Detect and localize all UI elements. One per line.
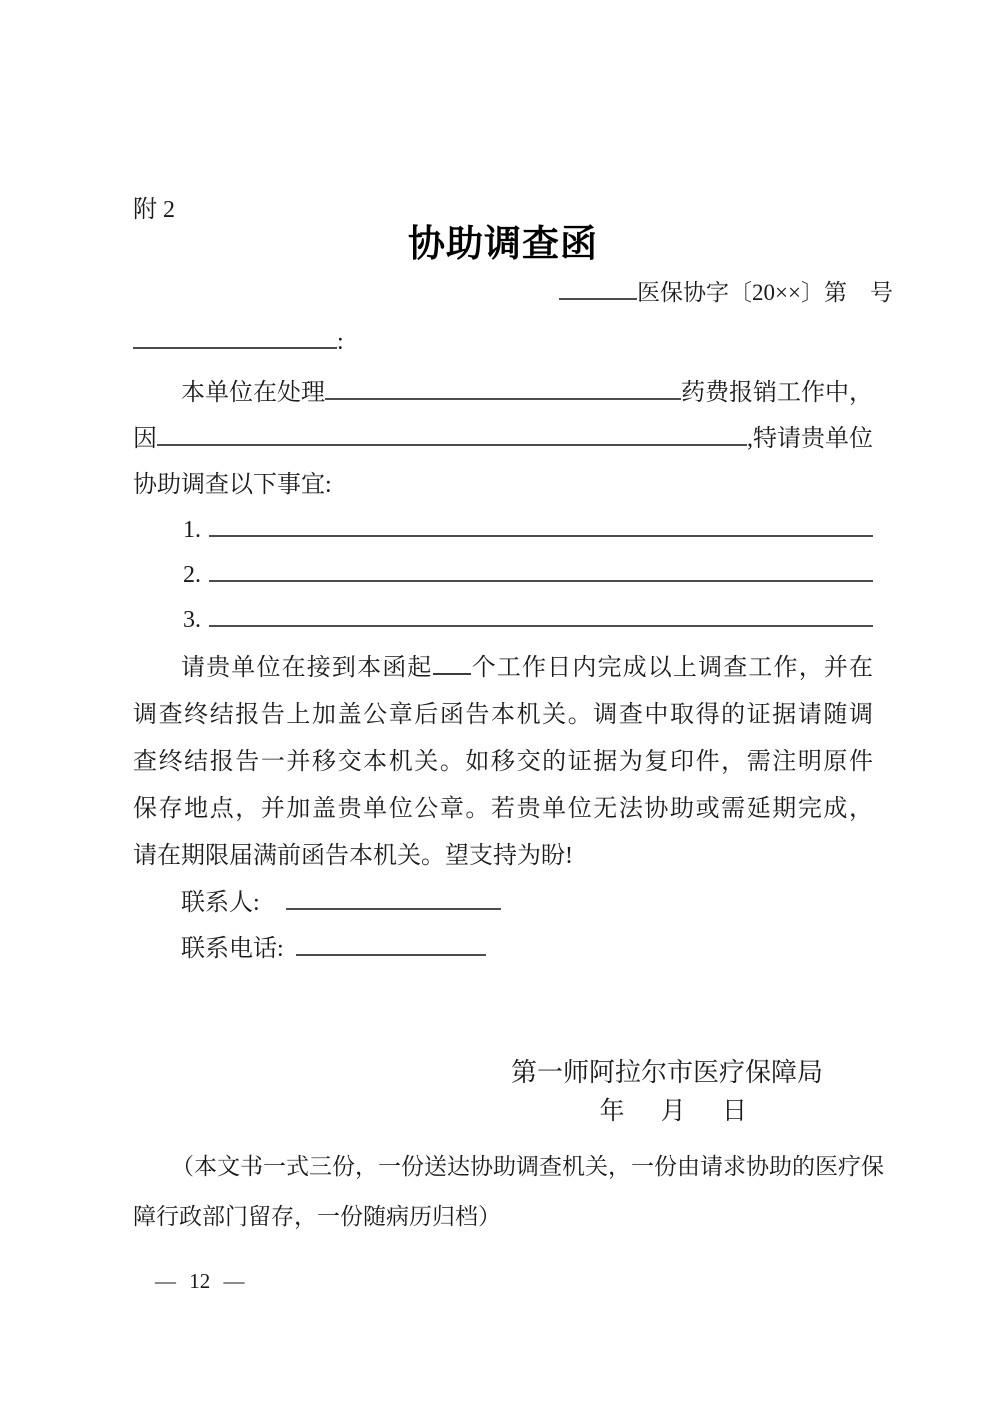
contact-phone-blank: [296, 929, 486, 956]
body-paragraph: [133, 645, 873, 880]
note-line: （本文书一式三份，一份送达协助调查机关，一份由请求协助的医疗保: [171, 1154, 884, 1180]
page-number: — 12 —: [155, 1269, 245, 1294]
attachment-label: 附 2: [133, 197, 175, 223]
list-item: [133, 553, 873, 598]
signature-date: 年 月 日: [599, 1098, 747, 1126]
copies-note: [133, 1142, 884, 1242]
case-name-blank: [325, 372, 681, 400]
intro-line2-lead: 因: [133, 426, 157, 453]
signature-org: 第一师阿拉尔市医疗保障局: [510, 1058, 823, 1088]
investigation-items-list: [133, 508, 873, 643]
salutation-colon: :: [337, 329, 344, 356]
list-item-blank: [209, 554, 873, 582]
intro-line2-tail: ,特请贵单位: [747, 426, 873, 453]
contact-person-label: 联系人:: [181, 890, 260, 917]
contact-person-line: [133, 880, 873, 926]
list-item-number: 1.: [183, 517, 201, 544]
body-line: 请在期限届满前函告本机关。望支持为盼!: [133, 843, 573, 870]
list-item-number: 3.: [183, 607, 201, 634]
doc-number-blank: [559, 274, 637, 300]
intro-line-2: [133, 416, 873, 462]
body-line: [133, 645, 873, 692]
body-line1-seg2: 个工作日内完成以上调查工作，并在: [470, 655, 874, 682]
body-line: 查终结报告一并移交本机关。如移交的证据为复印件，需注明原件: [133, 749, 873, 776]
list-item: [133, 508, 873, 553]
intro-line-3: 协助调查以下事宜:: [133, 472, 332, 499]
document-title: 协助调查函: [408, 224, 598, 265]
body-line: 保存地点，并加盖贵单位公章。若贵单位无法协助或需延期完成，: [133, 796, 873, 823]
intro-line1-tail: 药费报销工作中，: [681, 380, 873, 407]
list-item-number: 2.: [183, 562, 201, 589]
intro-line-1: [133, 370, 873, 416]
note-line: 障行政部门留存，一份随病历归档）: [133, 1204, 501, 1230]
doc-number-line: [133, 274, 893, 308]
body-line: 调查终结报告上加盖公章后函告本机关。调查中取得的证据请随调: [133, 702, 873, 729]
intro-paragraph: [133, 370, 873, 508]
contact-phone-line: [133, 926, 873, 972]
list-item-blank: [209, 509, 873, 537]
list-item-blank: [209, 599, 873, 627]
contact-person-blank: [286, 883, 501, 910]
body-line1-seg1: 请贵单位在接到本函起: [181, 655, 433, 682]
doc-number-text: 医保协字〔20××〕第 号: [637, 280, 893, 306]
intro-line1-lead: 本单位在处理: [181, 380, 325, 407]
salutation-blank: [133, 322, 337, 349]
workdays-blank: [433, 660, 471, 675]
list-item: [133, 598, 873, 643]
contact-phone-label: 联系电话:: [181, 936, 284, 963]
reason-blank: [157, 418, 747, 446]
salutation-line: [133, 322, 873, 360]
